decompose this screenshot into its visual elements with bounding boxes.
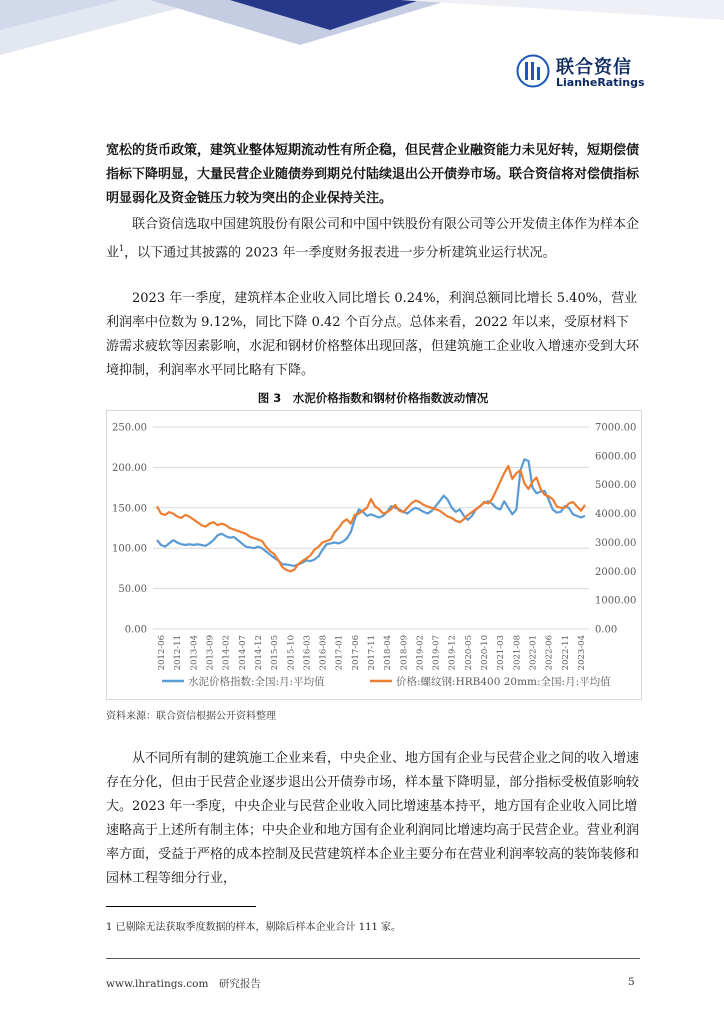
page-number: 5	[628, 976, 635, 988]
y-right-tick-label: 0.00	[595, 624, 618, 636]
x-tick-label: 2018-04	[383, 635, 394, 671]
x-tick-label: 2014-12	[253, 635, 264, 671]
footnote: 1 已剔除无法获取季度数据的样本，剔除后样本企业合计 111 家。	[106, 922, 401, 933]
para2-text: 2023 年一季度，建筑样本企业收入同比增长 0.24%，利润总额同比增长 5.40%，营业利润率中位数为 9.12%，同比下降 0.42 个百分点。总体来看，2022 年以来，受原材料下游需求疲软等因素影响，水泥和钢材价格整体出现回落，但建筑施工企业收入增速亦受到大环境抑制，利润率水平同比略有下降。	[106, 291, 640, 378]
x-tick-label: 2022-01	[528, 635, 539, 671]
footnote-ref: 1	[119, 244, 125, 253]
y-right-tick-label: 6000.00	[595, 451, 637, 463]
x-tick-label: 2016-08	[318, 635, 329, 671]
intro-bold-text: 宽松的货币政策，建筑业整体短期流动性有所企稳，但民营企业融资能力未见好转，短期偿债指标下降明显，大量民营企业随债券到期兑付陆续退出公开债券市场。联合资信将对偿债指标明显弱化及资金链压力较为突出的企业保持关注。	[106, 143, 640, 206]
x-tick-label: 2017-11	[367, 635, 377, 671]
y-right-tick-label: 1000.00	[595, 595, 637, 607]
y-right-tick-label: 4000.00	[595, 509, 637, 521]
logo-english-text: LianheRatings	[556, 76, 645, 89]
company-logo	[516, 54, 656, 94]
x-tick-label: 2014-07	[237, 635, 248, 671]
x-tick-label: 2019-12	[447, 635, 458, 671]
x-tick-label: 2012-11	[173, 635, 184, 671]
x-tick-label: 2020-05	[463, 635, 474, 671]
para1-text-b: ，以下通过其披露的 2023 年一季度财务报表进一步分析建筑业运行状况。	[124, 245, 556, 261]
y-left-tick-label: 150.00	[112, 503, 147, 515]
intro-paragraph	[106, 139, 640, 211]
figure-title: 图 3 水泥价格指数和钢材价格指数波动情况	[257, 391, 489, 405]
x-tick-label: 2022-06	[544, 635, 555, 671]
x-tick-label: 2014-02	[221, 635, 232, 671]
paragraph-sample-selection	[106, 213, 640, 265]
y-left-tick-label: 0.00	[124, 624, 147, 636]
price-index-chart	[106, 410, 642, 700]
lh-logo-icon	[516, 54, 550, 88]
x-tick-label: 2019-07	[431, 635, 442, 671]
footer-divider	[106, 958, 640, 959]
x-tick-label: 2016-03	[302, 635, 313, 671]
paragraph-ownership-analysis	[106, 747, 640, 891]
x-tick-label: 2023-04	[576, 635, 587, 671]
y-left-tick-label: 50.00	[118, 584, 147, 596]
y-left-tick-label: 250.00	[112, 422, 147, 434]
para3-text: 从不同所有制的建筑施工企业来看，中央企业、地方国有企业与民营企业之间的收入增速存在分化，但由于民营企业逐步退出公开债券市场，样本量下降明显，部分指标受极值影响较大。2023 年一季度，中央企业与民营企业收入同比增速基本持平，地方国有企业收入同比增速略高于上述所有制主体；中央企业和地方国有企业利润同比增速均高于民营企业。营业利润率方面，受益于严格的成本控制及民营建筑样本企业主要分布在营业利润率较高的装饰装修和园林工程等细分行业，	[106, 751, 640, 886]
x-tick-label: 2017-01	[334, 635, 345, 671]
y-right-tick-label: 2000.00	[595, 566, 637, 578]
x-tick-label: 2019-02	[415, 635, 426, 671]
legend-label-1: 价格:螺纹钢:HRB400 20mm:全国:月:平均值	[396, 676, 611, 688]
footer-site: www.lhratings.com 研究报告	[106, 978, 261, 990]
x-tick-label: 2021-03	[496, 635, 507, 671]
x-tick-label: 2013-09	[205, 635, 216, 671]
x-tick-label: 2017-06	[350, 635, 361, 671]
x-tick-label: 2015-05	[270, 635, 281, 671]
x-tick-label: 2020-10	[480, 635, 491, 671]
y-left-tick-label: 200.00	[112, 462, 147, 474]
x-tick-label: 2012-06	[157, 635, 168, 671]
footnote-divider	[106, 906, 256, 907]
chart-svg	[107, 411, 641, 699]
x-tick-label: 2013-04	[189, 635, 200, 671]
x-tick-label: 2021-08	[512, 635, 523, 671]
x-tick-label: 2018-09	[399, 635, 410, 671]
x-tick-label: 2022-11	[560, 635, 571, 671]
y-left-tick-label: 100.00	[112, 543, 147, 555]
y-right-tick-label: 7000.00	[595, 422, 637, 434]
y-right-tick-label: 5000.00	[595, 480, 637, 492]
legend-label-0: 水泥价格指数:全国:月:平均值	[188, 676, 325, 688]
para1-text-a: 联合资信选取中国建筑股份有限公司和中国中铁股份有限公司等公开发债主体作为样本企业	[106, 217, 640, 261]
y-right-tick-label: 3000.00	[595, 537, 637, 549]
source-note: 资料来源：联合资信根据公开资料整理	[106, 711, 276, 722]
logo-chinese-text: 联合资信	[556, 57, 632, 78]
series-line-1	[157, 466, 585, 571]
x-tick-label: 2015-10	[286, 635, 297, 671]
paragraph-q1-results	[106, 287, 640, 383]
